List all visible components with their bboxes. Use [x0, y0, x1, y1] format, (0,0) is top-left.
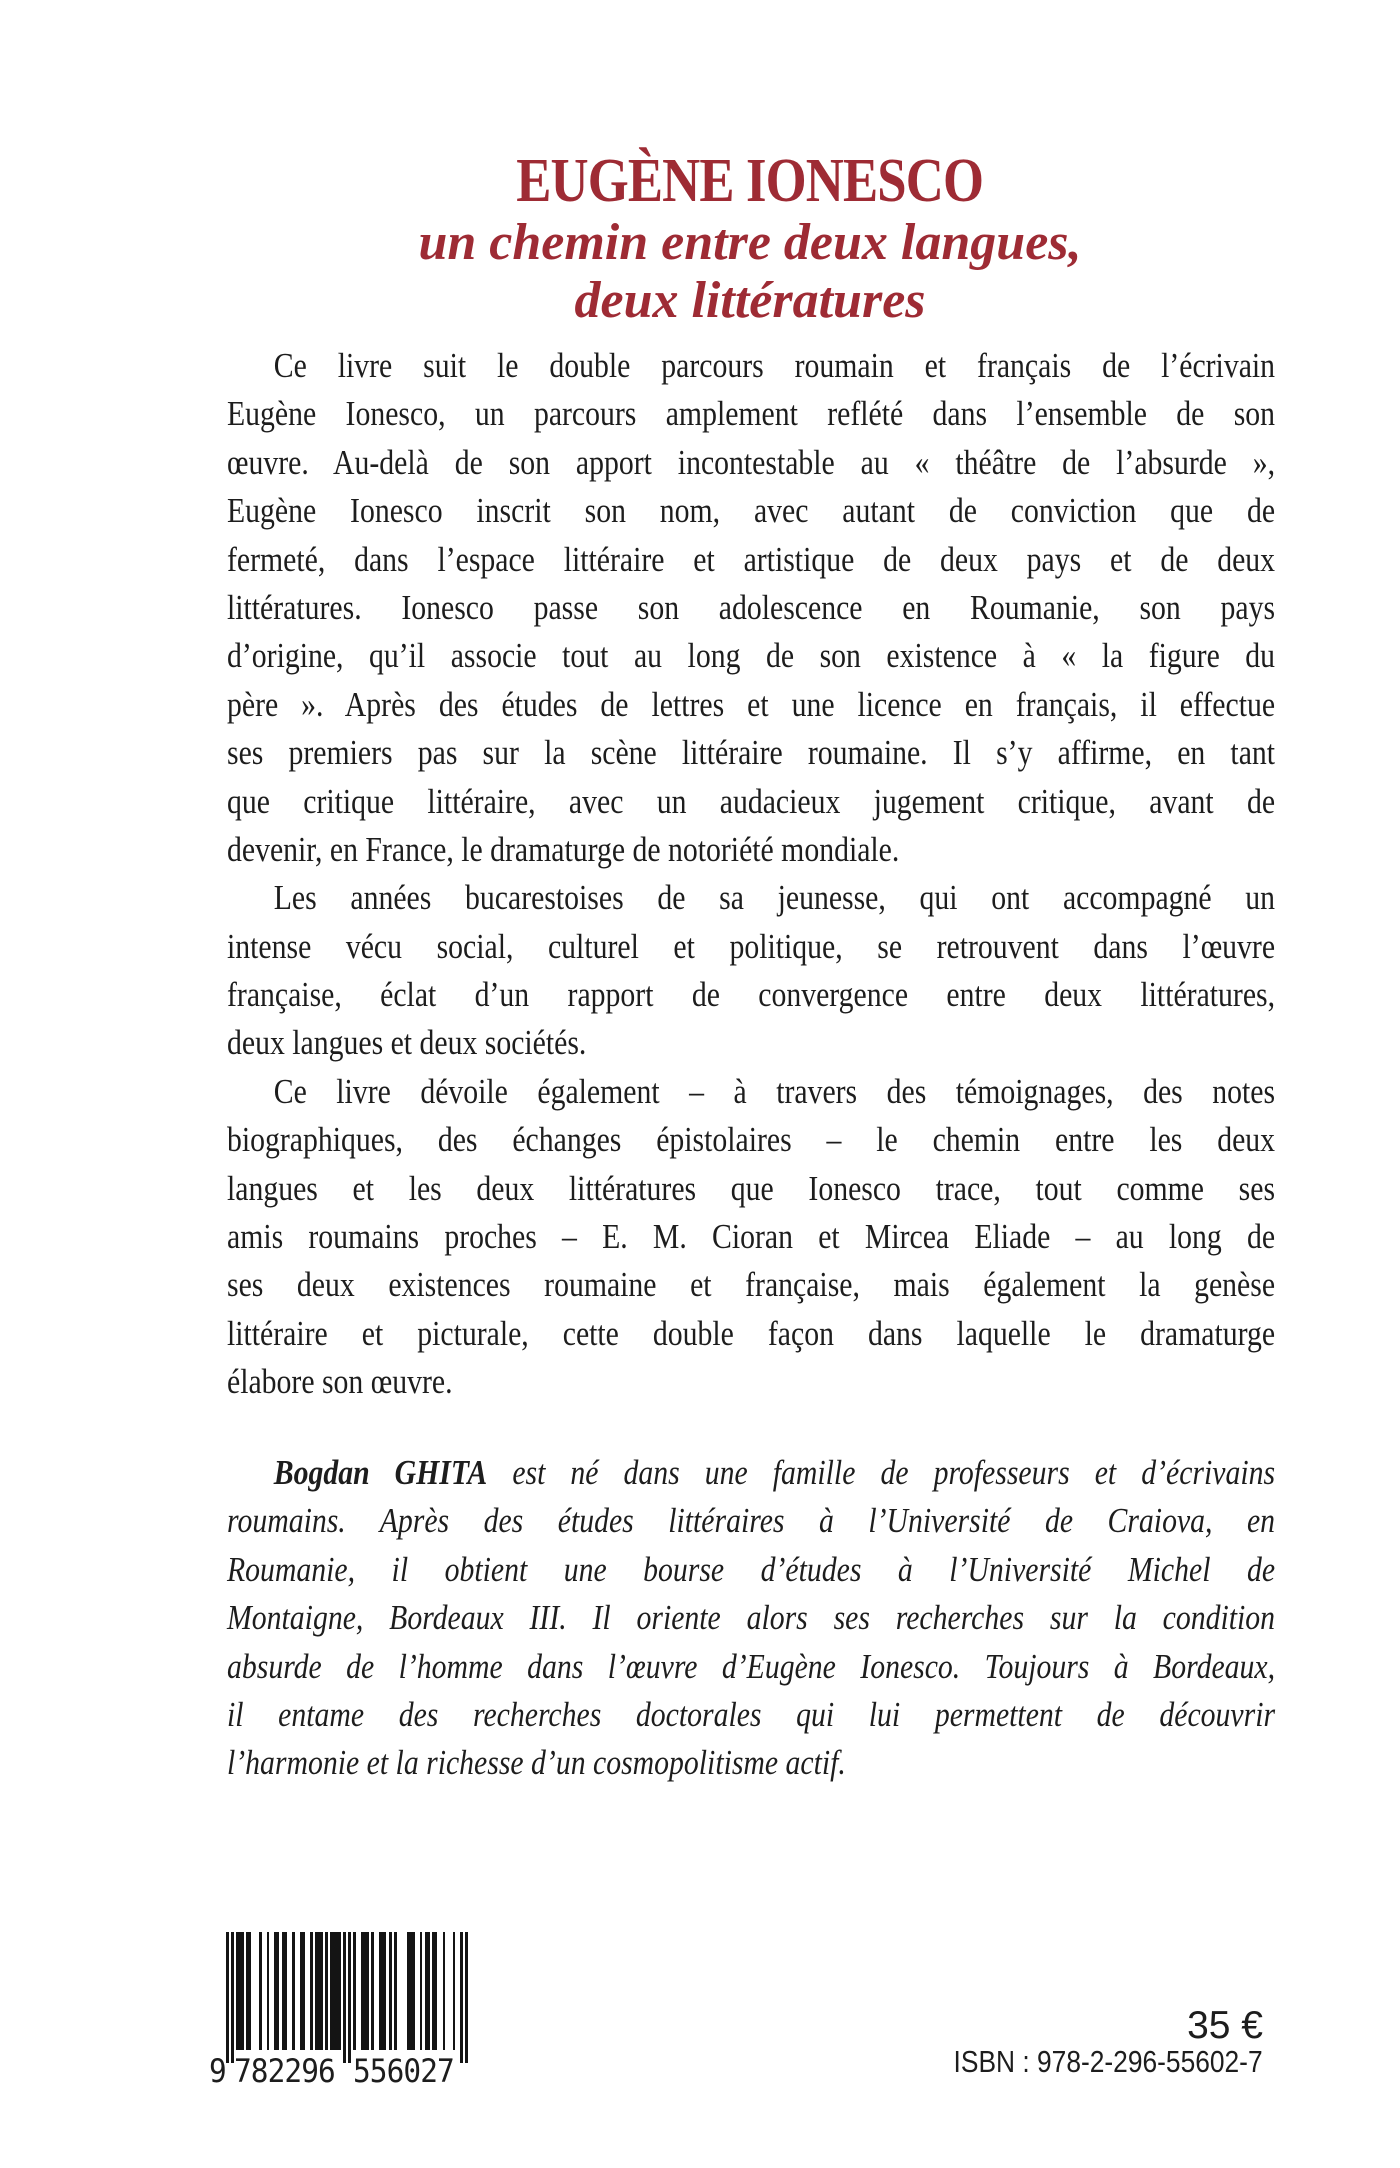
barcode-bar [226, 1932, 229, 2063]
synopsis-line: ses premiers pas sur la scène littéraire roumaine. Il s’y affirme, en tant [227, 733, 1276, 773]
bio-line: Montaigne, Bordeaux III. Il oriente alors ses recherches sur la condition [227, 1598, 1276, 1638]
synopsis-line: que critique littéraire, avec un audacieux jugement critique, avant de [227, 781, 1276, 821]
barcode-bar [425, 1932, 430, 2050]
bio-line: roumains. Après des études littéraires à l’Université de Craiova, en [227, 1501, 1276, 1541]
synopsis-line: ses deux existences roumaine et française, mais également la genèse [227, 1265, 1276, 1305]
bio-line: Bogdan GHITA est né dans une famille de professeurs et d’écrivains [273, 1453, 1276, 1492]
barcode-bar [407, 1932, 415, 2050]
barcode-bar [267, 1932, 270, 2050]
barcode-bar [274, 1932, 279, 2050]
title-block [125, 148, 1375, 330]
synopsis-line: Les années bucarestoises de sa jeunesse, qui ont accompagné un [273, 878, 1276, 918]
barcode-bar [343, 1932, 346, 2063]
synopsis-line: littératures. Ionesco passe son adolescence en Roumanie, son pays [227, 587, 1276, 627]
bio-line: absurde de l’homme dans l’œuvre d’Eugène Ionesco. Toujours à Bordeaux, [227, 1646, 1276, 1686]
barcode-bar [443, 1932, 446, 2050]
book-subtitle-line2: deux littératures [574, 272, 926, 329]
barcode-digits-left: 782296 [234, 2052, 335, 2090]
bio-line: l’harmonie et la richesse d’un cosmopolitisme actif. [227, 1743, 846, 1783]
bio-line: Roumanie, il obtient une bourse d’études à l’Université Michel de [227, 1549, 1276, 1589]
book-subtitle-line1: un chemin entre deux langues, [418, 214, 1082, 271]
book-title-text: EUGÈNE IONESCO [516, 147, 984, 215]
synopsis-line: amis roumains proches – E. M. Cioran et Mircea Eliade – au long de [227, 1217, 1276, 1257]
barcode-bar [453, 1932, 456, 2050]
barcode-lead-digit: 9 [209, 2052, 226, 2090]
synopsis-line: Ce livre suit le double parcours roumain et français de l’écrivain [273, 346, 1276, 385]
barcode-bar [315, 1932, 323, 2050]
barcode-bars [226, 1932, 468, 2063]
barcode-bar [371, 1932, 374, 2050]
barcode-bar [361, 1932, 369, 2050]
synopsis-line: Eugène Ionesco, un parcours amplement reflété dans l’ensemble de son [227, 394, 1276, 434]
synopsis-line: d’origine, qu’il associe tout au long de son existence à « la figure du [227, 636, 1276, 676]
barcode-bar [432, 1932, 437, 2050]
synopsis-line: élabore son œuvre. [227, 1362, 453, 1402]
synopsis-line: deux langues et deux sociétés. [227, 1023, 587, 1063]
barcode-bar [460, 1932, 463, 2063]
barcode-bar [394, 1932, 397, 2050]
bio-line: il entame des recherches doctorales qui lui permettent de découvrir [227, 1694, 1276, 1734]
synopsis-line: œuvre. Au-delà de son apport incontestable au « théâtre de l’absurde », [227, 442, 1276, 482]
barcode-bar [353, 1932, 356, 2050]
synopsis-text [227, 342, 1275, 1407]
barcode-bar [246, 1932, 251, 2050]
synopsis-line: langues et les deux littératures que Ionesco trace, tout comme ses [227, 1168, 1276, 1208]
barcode-bar [236, 1932, 244, 2050]
barcode-bar [300, 1932, 305, 2050]
synopsis-line: père ». Après des études de lettres et une licence en français, il effectue [227, 684, 1276, 724]
synopsis-line: intense vécu social, culturel et politique, se retrouvent dans l’œuvre [227, 926, 1276, 966]
synopsis-line: Eugène Ionesco inscrit son nom, avec autant de conviction que de [227, 491, 1276, 531]
synopsis-line: fermeté, dans l’espace littéraire et artistique de deux pays et de deux [227, 539, 1276, 579]
barcode-bar [325, 1932, 328, 2050]
synopsis-line: devenir, en France, le dramaturge de notoriété mondiale. [227, 829, 900, 869]
price: 35 € [1187, 2004, 1263, 2047]
author-bio [227, 1449, 1275, 1788]
barcode-bar [292, 1932, 295, 2050]
barcode-bar [379, 1932, 387, 2050]
author-name: Bogdan GHITA [273, 1453, 488, 1492]
barcode-bar [389, 1932, 392, 2050]
barcode-digits-right: 556027 [353, 2052, 454, 2090]
synopsis-line: littéraire et picturale, cette double façon dans laquelle le dramaturge [227, 1313, 1276, 1353]
barcode [209, 1932, 468, 2090]
barcode-bar [348, 1932, 351, 2063]
book-title [125, 148, 1375, 214]
barcode-bar [465, 1932, 468, 2063]
isbn: ISBN : 978-2-296-55602-7 [953, 2044, 1263, 2079]
synopsis-line: française, éclat d’un rapport de convergence entre deux littératures, [227, 975, 1276, 1015]
barcode-bar [259, 1932, 262, 2050]
synopsis-line: biographiques, des échanges épistolaires – le chemin entre les deux [227, 1120, 1276, 1160]
synopsis-line: Ce livre dévoile également – à travers des témoignages, des notes [273, 1071, 1276, 1111]
barcode-bar [420, 1932, 423, 2050]
barcode-bar [330, 1932, 340, 2050]
barcode-bar [310, 1932, 313, 2050]
barcode-bar [231, 1932, 234, 2063]
barcode-bar [282, 1932, 287, 2050]
